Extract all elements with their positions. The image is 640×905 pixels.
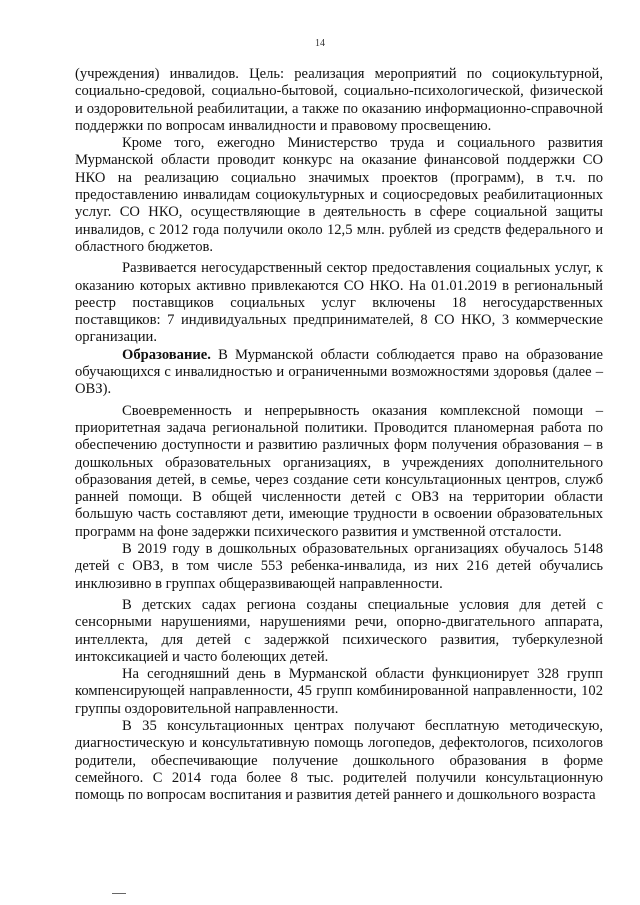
paragraph-8 xyxy=(75,666,603,718)
paragraph-text: В 35 консультационных центрах получают бесплатную методическую, диагностическую и консультативную помощь логопедов, дефектологов, психологов родители, обеспечивающие получение дошкольного образования в форме семейного. С 2014 года более 8 тыс. родителей получили консультационную помощь по вопросам воспитания и развития детей раннего и дошкольного возраста xyxy=(75,717,603,804)
section-heading-education: Образование. xyxy=(122,346,211,363)
paragraph-text: В Мурманской области соблюдается право на образование обучающихся с инвалидностью и ограниченными возможностями здоровья (далее – ОВЗ). xyxy=(75,346,603,398)
paragraph-5 xyxy=(75,403,603,541)
paragraph-text: (учреждения) инвалидов. Цель: реализация мероприятий по социокультурной, социально-средовой, социально-бытовой, социально-психологической, физической и оздоровительной реабилитации, а также по оказанию информационно-справочной поддержки по вопросам инвалидности и правовому просвещению. xyxy=(75,66,603,134)
paragraph-text: На сегодняшний день в Мурманской области функционирует 328 групп компенсирующей направленности, 45 групп комбинированной направленности, 102 группы оздоровительной направленности. xyxy=(75,666,603,717)
page-number: 14 xyxy=(315,38,325,49)
paragraph-1 xyxy=(75,66,603,135)
paragraph-text: В 2019 году в дошкольных образовательных организациях обучалось 5148 детей с ОВЗ, в том числе 553 ребенка-инвалида, из них 216 детей обучались инклюзивно в группах общеразвивающей направленности. xyxy=(75,541,603,592)
paragraph-3 xyxy=(75,260,603,346)
paragraph-2 xyxy=(75,135,603,256)
paragraph-text: Своевременность и непрерывность оказания комплексной помощи – приоритетная задача региональной политики. Проводится планомерная работа по обеспечению доступности и развитию различных форм получения образования – в дошкольных образовательных организациях, в учреждениях дополнительного образования детей, в семье, через создание сети консультационных центров, служб ранней помощи. В общей численности детей с ОВЗ на территории области большую часть составляют дети, имеющие трудности в освоении образовательных программ на фоне задержки психического развития и умственной отсталости. xyxy=(75,402,603,540)
footer-mark xyxy=(112,893,126,894)
paragraph-text: Кроме того, ежегодно Министерство труда и социального развития Мурманской области проводит конкурс на оказание финансовой поддержки СО НКО на реализацию социально значимых проектов (программ), в т.ч. по предоставлению инвалидам социокультурных и социосредовых реабилитационных услуг. СО НКО, осуществляющие в деятельность в сфере социальной защиты инвалидов, с 2012 года получили около 12,5 млн. рублей из средств федерального и областного бюджетов. xyxy=(75,135,603,255)
document-body xyxy=(75,66,603,804)
paragraph-6 xyxy=(75,541,603,593)
paragraph-7 xyxy=(75,597,603,666)
paragraph-text: Развивается негосударственный сектор предоставления социальных услуг, к оказанию которых активно привлекаются СО НКО. На 01.01.2019 в региональный реестр поставщиков социальных услуг включены 18 негосударственных поставщиков: 7 индивидуальных предпринимателей, 8 СО НКО, 3 коммерческие организации. xyxy=(75,260,603,346)
paragraph-4-education xyxy=(75,347,603,399)
paragraph-9 xyxy=(75,718,603,804)
paragraph-text: В детских садах региона созданы специальные условия для детей с сенсорными нарушениями, нарушениями речи, опорно-двигательного аппарата, интеллекта, для детей с задержкой психического развития, туберкулезной интоксикацией и часто болеющих детей. xyxy=(75,596,603,665)
